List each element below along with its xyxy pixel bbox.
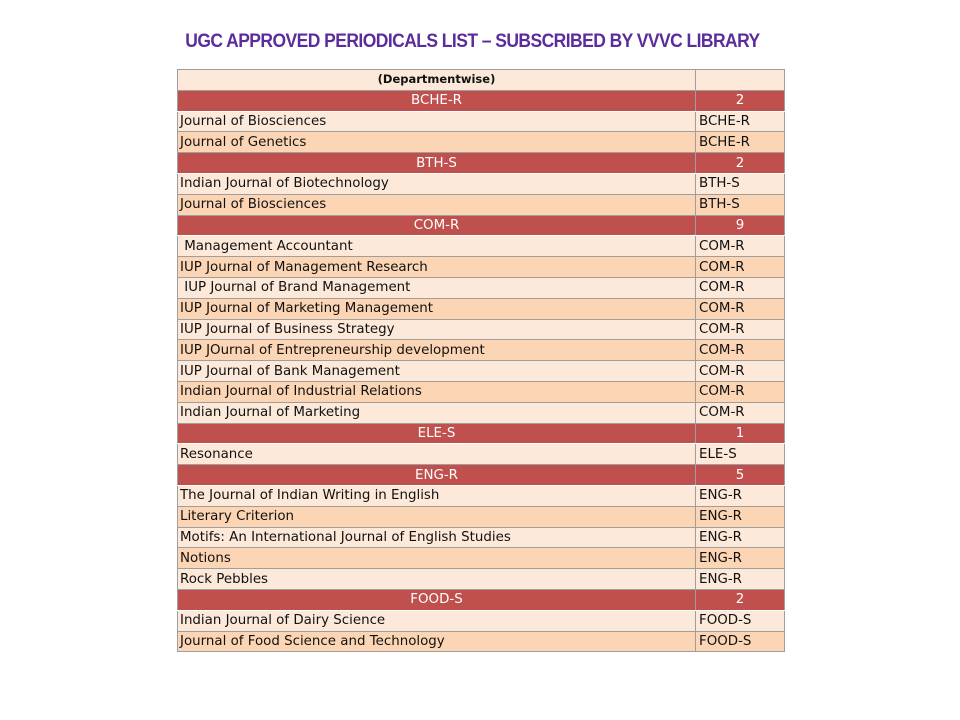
department-code: COM-R bbox=[696, 361, 785, 382]
department-code: COM-R bbox=[696, 277, 785, 298]
department-row bbox=[178, 465, 785, 486]
department-row bbox=[178, 215, 785, 236]
department-row bbox=[178, 90, 785, 111]
journal-name: Indian Journal of Biotechnology bbox=[178, 173, 696, 194]
department-name: FOOD-S bbox=[178, 589, 696, 610]
table-row bbox=[178, 548, 785, 569]
journal-name: IUP Journal of Bank Management bbox=[178, 361, 696, 382]
header-label: (Departmentwise) bbox=[178, 70, 696, 91]
department-name: ENG-R bbox=[178, 465, 696, 486]
department-code: BCHE-R bbox=[696, 111, 785, 132]
department-code: ENG-R bbox=[696, 548, 785, 569]
table-row bbox=[178, 340, 785, 361]
department-count: 2 bbox=[696, 90, 785, 111]
department-count: 2 bbox=[696, 153, 785, 174]
journal-name: Indian Journal of Industrial Relations bbox=[178, 381, 696, 402]
journal-name: Journal of Food Science and Technology bbox=[178, 631, 696, 652]
table-header-row bbox=[178, 70, 785, 91]
table-row bbox=[178, 236, 785, 257]
table-row bbox=[178, 298, 785, 319]
journal-name: Resonance bbox=[178, 444, 696, 465]
department-count: 5 bbox=[696, 465, 785, 486]
journal-name: Motifs: An International Journal of English Studies bbox=[178, 527, 696, 548]
journal-name: Journal of Biosciences bbox=[178, 194, 696, 215]
journal-name: IUP Journal of Marketing Management bbox=[178, 298, 696, 319]
table-row bbox=[178, 485, 785, 506]
department-name: BTH-S bbox=[178, 153, 696, 174]
journal-name: IUP JOurnal of Entrepreneurship development bbox=[178, 340, 696, 361]
department-code: COM-R bbox=[696, 257, 785, 278]
page-title: UGC APPROVED PERIODICALS LIST – SUBSCRIBED BY VVVC LIBRARY bbox=[185, 31, 760, 52]
department-code: COM-R bbox=[696, 298, 785, 319]
table-row bbox=[178, 111, 785, 132]
department-count: 2 bbox=[696, 589, 785, 610]
periodicals-table bbox=[177, 69, 785, 652]
department-name: BCHE-R bbox=[178, 90, 696, 111]
department-row bbox=[178, 153, 785, 174]
table-row bbox=[178, 631, 785, 652]
department-code: COM-R bbox=[696, 319, 785, 340]
journal-name: The Journal of Indian Writing in English bbox=[178, 485, 696, 506]
department-code: BTH-S bbox=[696, 194, 785, 215]
table-row bbox=[178, 173, 785, 194]
table-row bbox=[178, 610, 785, 631]
table-row bbox=[178, 527, 785, 548]
journal-name: IUP Journal of Brand Management bbox=[178, 277, 696, 298]
journal-name: Journal of Genetics bbox=[178, 132, 696, 153]
department-code: COM-R bbox=[696, 236, 785, 257]
department-row bbox=[178, 423, 785, 444]
table-row bbox=[178, 402, 785, 423]
table-row bbox=[178, 132, 785, 153]
journal-name: IUP Journal of Management Research bbox=[178, 257, 696, 278]
journal-name: Rock Pebbles bbox=[178, 569, 696, 590]
journal-name: IUP Journal of Business Strategy bbox=[178, 319, 696, 340]
department-row bbox=[178, 589, 785, 610]
department-name: COM-R bbox=[178, 215, 696, 236]
department-code: ENG-R bbox=[696, 485, 785, 506]
table-row bbox=[178, 194, 785, 215]
table-row bbox=[178, 277, 785, 298]
table-row bbox=[178, 506, 785, 527]
journal-name: Journal of Biosciences bbox=[178, 111, 696, 132]
table-row bbox=[178, 361, 785, 382]
department-code: ENG-R bbox=[696, 527, 785, 548]
table-row bbox=[178, 257, 785, 278]
department-count: 1 bbox=[696, 423, 785, 444]
table-row bbox=[178, 444, 785, 465]
journal-name: Notions bbox=[178, 548, 696, 569]
department-code: FOOD-S bbox=[696, 610, 785, 631]
table-row bbox=[178, 569, 785, 590]
journal-name: Indian Journal of Dairy Science bbox=[178, 610, 696, 631]
department-code: COM-R bbox=[696, 340, 785, 361]
department-count: 9 bbox=[696, 215, 785, 236]
journal-name: Indian Journal of Marketing bbox=[178, 402, 696, 423]
department-code: COM-R bbox=[696, 402, 785, 423]
table-row bbox=[178, 319, 785, 340]
department-code: BCHE-R bbox=[696, 132, 785, 153]
department-code: ENG-R bbox=[696, 569, 785, 590]
department-code: ELE-S bbox=[696, 444, 785, 465]
table-row bbox=[178, 381, 785, 402]
header-value bbox=[696, 70, 785, 91]
department-code: BTH-S bbox=[696, 173, 785, 194]
journal-name: Management Accountant bbox=[178, 236, 696, 257]
department-code: FOOD-S bbox=[696, 631, 785, 652]
department-code: COM-R bbox=[696, 381, 785, 402]
department-name: ELE-S bbox=[178, 423, 696, 444]
department-code: ENG-R bbox=[696, 506, 785, 527]
journal-name: Literary Criterion bbox=[178, 506, 696, 527]
